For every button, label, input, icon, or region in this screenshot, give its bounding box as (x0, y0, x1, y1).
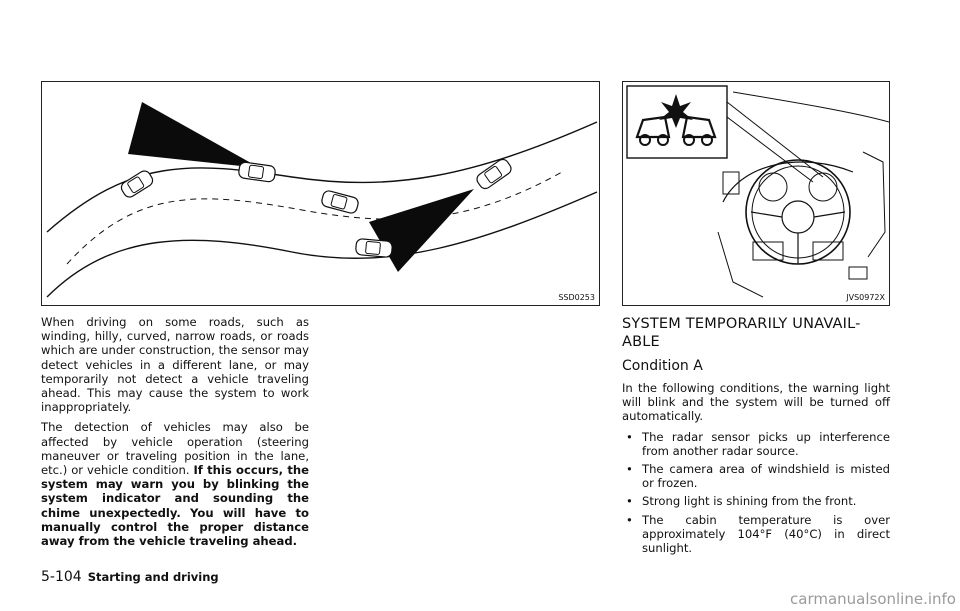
figure-label: JVS0972X (846, 293, 885, 302)
bullet-icon: • (626, 494, 633, 509)
car-icon (355, 238, 392, 257)
radar-beam-icon (128, 102, 260, 168)
car-icon (475, 157, 514, 191)
subsection-title: Condition A (622, 358, 703, 374)
paragraph-vehicle-operation (41, 420, 309, 548)
figure-label: SSD0253 (558, 293, 595, 302)
section-title: SYSTEM TEMPORARILY UNAVAIL-ABLE (622, 316, 861, 350)
watermark: carmanualsonline.info (790, 590, 956, 608)
page-number: 5-104 (41, 569, 82, 585)
car-icon (321, 190, 360, 215)
curved-road-illustration (42, 82, 599, 305)
radar-beam-icon (369, 189, 474, 272)
curved-road-figure (41, 81, 600, 306)
paragraph-warning-text: If this occurs, the system may warn you by blinking the system indicator and sounding the chime unexpectedly. You will have to manually control the proper distance away from the vehicle traveling ahead. (41, 463, 309, 549)
paragraph-normal-text: The detection of vehicles may also be affected by vehicle operation (steering maneuver or traveling position in the lane, etc.) or vehicle condition. (41, 420, 309, 478)
car-icon (119, 169, 155, 200)
steering-wheel-icon (718, 92, 889, 297)
indicator-figure (622, 81, 890, 306)
list-item: • Strong light is shining from the front. (626, 494, 857, 509)
right-column (622, 315, 890, 559)
list-item: • The radar sensor picks up interference from another radar source. (626, 429, 890, 458)
bullet-icon: • (626, 462, 633, 477)
bullet-icon: • (626, 429, 633, 444)
list-item: • The camera area of windshield is misted or frozen. (626, 462, 890, 491)
car-icon (238, 162, 276, 183)
dashboard-illustration (623, 82, 889, 305)
condition-list (622, 430, 890, 556)
vehicle-warning-indicator-icon (627, 86, 727, 158)
list-item: • The cabin temperature is over approximately 104°F (40°C) in direct sunlight. (626, 512, 890, 556)
road-inner-edge (47, 192, 597, 297)
paragraph-sensor-detection: When driving on some roads, such as winding, hilly, curved, narrow roads, or roads which are under construction, the sensor may detect vehicles in a different lane, or may temporarily not detect a vehicle traveling ahead. This may cause the system to work inappropriately. (41, 315, 309, 415)
left-column (41, 315, 309, 554)
condition-intro: In the following conditions, the warning light will blink and the system will be turned off automatically. (622, 381, 890, 424)
footer-section-title: Starting and driving (87, 570, 219, 584)
page-footer (41, 569, 219, 585)
bullet-icon: • (626, 512, 633, 527)
